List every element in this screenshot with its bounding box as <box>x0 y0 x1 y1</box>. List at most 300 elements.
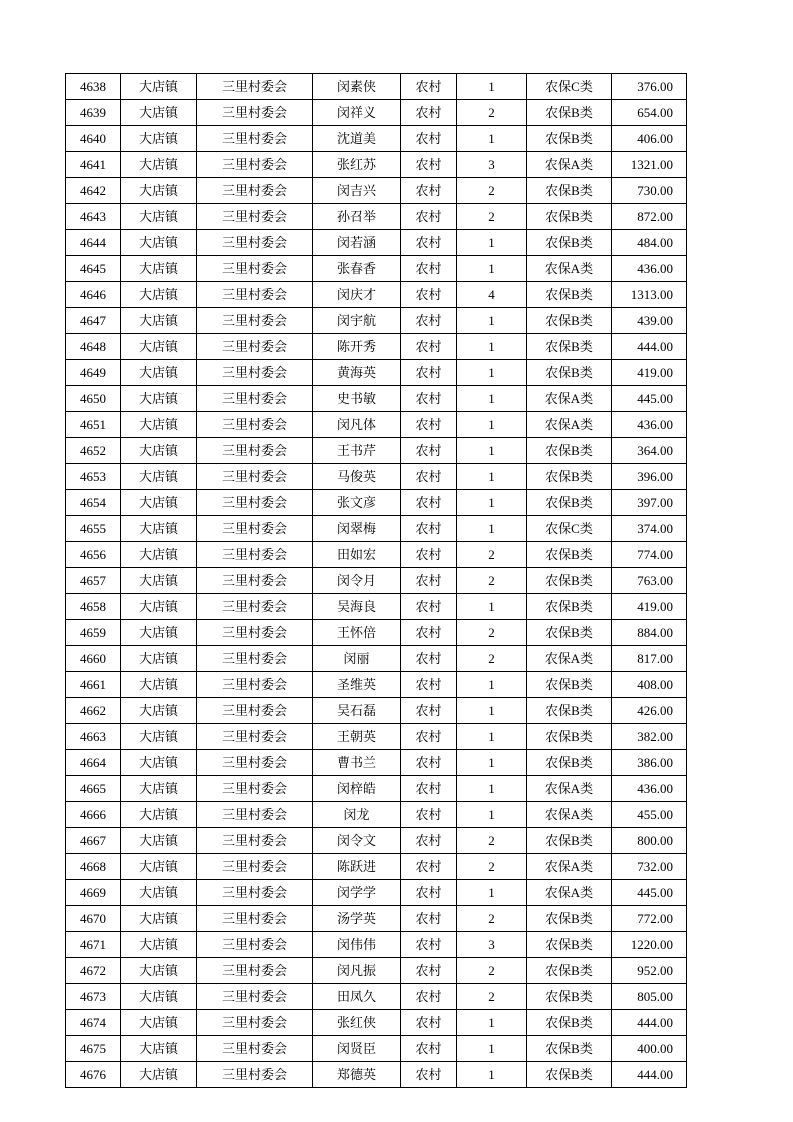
cell-id: 4638 <box>66 74 121 100</box>
table-row <box>66 282 687 308</box>
cell-id: 4665 <box>66 776 121 802</box>
table-row <box>66 178 687 204</box>
cell-count: 2 <box>457 646 527 672</box>
cell-amount: 484.00 <box>612 230 687 256</box>
cell-residence: 农村 <box>401 152 457 178</box>
cell-count: 1 <box>457 308 527 334</box>
cell-amount: 376.00 <box>612 74 687 100</box>
cell-amount: 445.00 <box>612 386 687 412</box>
cell-amount: 444.00 <box>612 334 687 360</box>
cell-amount: 444.00 <box>612 1010 687 1036</box>
cell-count: 1 <box>457 412 527 438</box>
cell-town: 大店镇 <box>121 152 197 178</box>
cell-village: 三里村委会 <box>197 646 313 672</box>
table-row <box>66 776 687 802</box>
cell-village: 三里村委会 <box>197 802 313 828</box>
cell-amount: 445.00 <box>612 880 687 906</box>
cell-count: 1 <box>457 386 527 412</box>
cell-amount: 732.00 <box>612 854 687 880</box>
cell-residence: 农村 <box>401 256 457 282</box>
cell-town: 大店镇 <box>121 74 197 100</box>
cell-category: 农保C类 <box>527 74 612 100</box>
table-row <box>66 932 687 958</box>
table-row <box>66 464 687 490</box>
cell-residence: 农村 <box>401 334 457 360</box>
cell-category: 农保A类 <box>527 776 612 802</box>
cell-count: 2 <box>457 854 527 880</box>
cell-residence: 农村 <box>401 126 457 152</box>
cell-count: 1 <box>457 490 527 516</box>
cell-residence: 农村 <box>401 464 457 490</box>
table-row <box>66 620 687 646</box>
cell-town: 大店镇 <box>121 438 197 464</box>
cell-residence: 农村 <box>401 776 457 802</box>
table-row <box>66 1036 687 1062</box>
table-row <box>66 724 687 750</box>
cell-count: 1 <box>457 334 527 360</box>
cell-category: 农保B类 <box>527 724 612 750</box>
table-row <box>66 698 687 724</box>
cell-count: 1 <box>457 1062 527 1088</box>
table-row <box>66 672 687 698</box>
table-row <box>66 880 687 906</box>
cell-id: 4669 <box>66 880 121 906</box>
cell-amount: 397.00 <box>612 490 687 516</box>
cell-category: 农保B类 <box>527 932 612 958</box>
cell-village: 三里村委会 <box>197 958 313 984</box>
cell-residence: 农村 <box>401 984 457 1010</box>
cell-amount: 406.00 <box>612 126 687 152</box>
cell-town: 大店镇 <box>121 906 197 932</box>
cell-name: 闵龙 <box>313 802 401 828</box>
cell-name: 黄海英 <box>313 360 401 386</box>
table-row <box>66 646 687 672</box>
cell-count: 2 <box>457 620 527 646</box>
cell-category: 农保B类 <box>527 126 612 152</box>
cell-residence: 农村 <box>401 750 457 776</box>
table-row <box>66 256 687 282</box>
cell-count: 1 <box>457 880 527 906</box>
cell-count: 4 <box>457 282 527 308</box>
cell-name: 闵丽 <box>313 646 401 672</box>
cell-id: 4648 <box>66 334 121 360</box>
cell-village: 三里村委会 <box>197 360 313 386</box>
cell-residence: 农村 <box>401 672 457 698</box>
cell-town: 大店镇 <box>121 958 197 984</box>
cell-village: 三里村委会 <box>197 204 313 230</box>
cell-name: 闵庆才 <box>313 282 401 308</box>
cell-residence: 农村 <box>401 360 457 386</box>
cell-name: 闵翠梅 <box>313 516 401 542</box>
cell-name: 闵令月 <box>313 568 401 594</box>
cell-id: 4661 <box>66 672 121 698</box>
cell-category: 农保B类 <box>527 464 612 490</box>
cell-town: 大店镇 <box>121 828 197 854</box>
cell-count: 1 <box>457 724 527 750</box>
cell-residence: 农村 <box>401 1010 457 1036</box>
cell-amount: 400.00 <box>612 1036 687 1062</box>
cell-id: 4647 <box>66 308 121 334</box>
cell-category: 农保B类 <box>527 984 612 1010</box>
table-row <box>66 568 687 594</box>
table-row <box>66 360 687 386</box>
cell-amount: 436.00 <box>612 256 687 282</box>
cell-name: 张红侠 <box>313 1010 401 1036</box>
cell-id: 4650 <box>66 386 121 412</box>
cell-village: 三里村委会 <box>197 386 313 412</box>
table-row <box>66 100 687 126</box>
cell-village: 三里村委会 <box>197 282 313 308</box>
cell-village: 三里村委会 <box>197 620 313 646</box>
cell-village: 三里村委会 <box>197 542 313 568</box>
cell-id: 4671 <box>66 932 121 958</box>
cell-name: 闵若涵 <box>313 230 401 256</box>
cell-amount: 1321.00 <box>612 152 687 178</box>
cell-town: 大店镇 <box>121 750 197 776</box>
cell-town: 大店镇 <box>121 542 197 568</box>
cell-count: 2 <box>457 958 527 984</box>
table-row <box>66 802 687 828</box>
cell-village: 三里村委会 <box>197 594 313 620</box>
cell-id: 4657 <box>66 568 121 594</box>
cell-town: 大店镇 <box>121 854 197 880</box>
cell-category: 农保A类 <box>527 646 612 672</box>
cell-count: 1 <box>457 360 527 386</box>
cell-town: 大店镇 <box>121 178 197 204</box>
cell-residence: 农村 <box>401 308 457 334</box>
cell-town: 大店镇 <box>121 516 197 542</box>
cell-name: 汤学英 <box>313 906 401 932</box>
cell-residence: 农村 <box>401 1062 457 1088</box>
cell-id: 4642 <box>66 178 121 204</box>
cell-category: 农保B类 <box>527 1062 612 1088</box>
cell-name: 圣维英 <box>313 672 401 698</box>
cell-village: 三里村委会 <box>197 152 313 178</box>
cell-residence: 农村 <box>401 204 457 230</box>
cell-count: 1 <box>457 256 527 282</box>
cell-residence: 农村 <box>401 542 457 568</box>
cell-category: 农保B类 <box>527 828 612 854</box>
cell-amount: 952.00 <box>612 958 687 984</box>
cell-count: 1 <box>457 516 527 542</box>
table-row <box>66 516 687 542</box>
cell-town: 大店镇 <box>121 1062 197 1088</box>
cell-id: 4663 <box>66 724 121 750</box>
cell-village: 三里村委会 <box>197 906 313 932</box>
cell-town: 大店镇 <box>121 126 197 152</box>
cell-village: 三里村委会 <box>197 334 313 360</box>
cell-village: 三里村委会 <box>197 74 313 100</box>
cell-town: 大店镇 <box>121 412 197 438</box>
table-row <box>66 126 687 152</box>
cell-village: 三里村委会 <box>197 776 313 802</box>
cell-town: 大店镇 <box>121 490 197 516</box>
cell-name: 史书敏 <box>313 386 401 412</box>
cell-category: 农保B类 <box>527 672 612 698</box>
table-row <box>66 152 687 178</box>
cell-residence: 农村 <box>401 516 457 542</box>
cell-id: 4658 <box>66 594 121 620</box>
cell-id: 4659 <box>66 620 121 646</box>
cell-amount: 455.00 <box>612 802 687 828</box>
cell-count: 2 <box>457 542 527 568</box>
cell-village: 三里村委会 <box>197 490 313 516</box>
cell-residence: 农村 <box>401 490 457 516</box>
cell-category: 农保C类 <box>527 516 612 542</box>
cell-village: 三里村委会 <box>197 1036 313 1062</box>
cell-count: 1 <box>457 672 527 698</box>
cell-amount: 364.00 <box>612 438 687 464</box>
cell-name: 郑德英 <box>313 1062 401 1088</box>
cell-category: 农保B类 <box>527 1010 612 1036</box>
cell-name: 吴海良 <box>313 594 401 620</box>
cell-residence: 农村 <box>401 698 457 724</box>
cell-category: 农保B类 <box>527 542 612 568</box>
cell-id: 4643 <box>66 204 121 230</box>
cell-amount: 408.00 <box>612 672 687 698</box>
cell-category: 农保B类 <box>527 438 612 464</box>
cell-id: 4655 <box>66 516 121 542</box>
cell-name: 闵凡体 <box>313 412 401 438</box>
cell-name: 王书芹 <box>313 438 401 464</box>
cell-residence: 农村 <box>401 802 457 828</box>
table-row <box>66 412 687 438</box>
cell-category: 农保B类 <box>527 490 612 516</box>
cell-village: 三里村委会 <box>197 256 313 282</box>
cell-category: 农保A类 <box>527 880 612 906</box>
cell-village: 三里村委会 <box>197 100 313 126</box>
cell-name: 闵令文 <box>313 828 401 854</box>
cell-amount: 1220.00 <box>612 932 687 958</box>
cell-amount: 419.00 <box>612 594 687 620</box>
cell-residence: 农村 <box>401 906 457 932</box>
cell-residence: 农村 <box>401 620 457 646</box>
cell-amount: 805.00 <box>612 984 687 1010</box>
cell-residence: 农村 <box>401 828 457 854</box>
cell-id: 4670 <box>66 906 121 932</box>
cell-count: 1 <box>457 1010 527 1036</box>
cell-town: 大店镇 <box>121 776 197 802</box>
cell-town: 大店镇 <box>121 646 197 672</box>
cell-town: 大店镇 <box>121 672 197 698</box>
table-row <box>66 958 687 984</box>
cell-residence: 农村 <box>401 282 457 308</box>
cell-id: 4654 <box>66 490 121 516</box>
cell-village: 三里村委会 <box>197 464 313 490</box>
cell-category: 农保B类 <box>527 334 612 360</box>
cell-category: 农保B类 <box>527 204 612 230</box>
cell-residence: 农村 <box>401 854 457 880</box>
cell-id: 4652 <box>66 438 121 464</box>
cell-residence: 农村 <box>401 230 457 256</box>
cell-village: 三里村委会 <box>197 750 313 776</box>
cell-village: 三里村委会 <box>197 698 313 724</box>
table-row <box>66 204 687 230</box>
cell-village: 三里村委会 <box>197 308 313 334</box>
cell-name: 闵宇航 <box>313 308 401 334</box>
cell-amount: 444.00 <box>612 1062 687 1088</box>
cell-residence: 农村 <box>401 958 457 984</box>
cell-village: 三里村委会 <box>197 932 313 958</box>
cell-name: 闵素侠 <box>313 74 401 100</box>
cell-category: 农保A类 <box>527 854 612 880</box>
cell-id: 4651 <box>66 412 121 438</box>
cell-category: 农保B类 <box>527 698 612 724</box>
cell-village: 三里村委会 <box>197 438 313 464</box>
cell-name: 闵吉兴 <box>313 178 401 204</box>
table-row <box>66 984 687 1010</box>
cell-count: 1 <box>457 594 527 620</box>
cell-count: 1 <box>457 74 527 100</box>
cell-residence: 农村 <box>401 646 457 672</box>
cell-village: 三里村委会 <box>197 230 313 256</box>
cell-town: 大店镇 <box>121 802 197 828</box>
table-row <box>66 906 687 932</box>
cell-count: 2 <box>457 100 527 126</box>
table-body <box>66 74 687 1088</box>
cell-town: 大店镇 <box>121 230 197 256</box>
cell-id: 4644 <box>66 230 121 256</box>
cell-category: 农保B类 <box>527 906 612 932</box>
cell-count: 1 <box>457 750 527 776</box>
cell-name: 闵伟伟 <box>313 932 401 958</box>
table-row <box>66 594 687 620</box>
cell-amount: 730.00 <box>612 178 687 204</box>
cell-town: 大店镇 <box>121 932 197 958</box>
cell-name: 孙召举 <box>313 204 401 230</box>
cell-id: 4668 <box>66 854 121 880</box>
cell-town: 大店镇 <box>121 984 197 1010</box>
cell-count: 1 <box>457 802 527 828</box>
cell-village: 三里村委会 <box>197 1010 313 1036</box>
cell-residence: 农村 <box>401 568 457 594</box>
cell-name: 田凤久 <box>313 984 401 1010</box>
cell-village: 三里村委会 <box>197 880 313 906</box>
cell-town: 大店镇 <box>121 464 197 490</box>
cell-name: 张春香 <box>313 256 401 282</box>
cell-residence: 农村 <box>401 932 457 958</box>
cell-amount: 800.00 <box>612 828 687 854</box>
cell-id: 4656 <box>66 542 121 568</box>
cell-count: 2 <box>457 984 527 1010</box>
cell-residence: 农村 <box>401 74 457 100</box>
cell-category: 农保B类 <box>527 360 612 386</box>
cell-id: 4646 <box>66 282 121 308</box>
cell-category: 农保B类 <box>527 568 612 594</box>
table-row <box>66 1062 687 1088</box>
table-row <box>66 74 687 100</box>
cell-village: 三里村委会 <box>197 412 313 438</box>
cell-category: 农保A类 <box>527 386 612 412</box>
cell-amount: 436.00 <box>612 412 687 438</box>
cell-residence: 农村 <box>401 100 457 126</box>
cell-id: 4639 <box>66 100 121 126</box>
table-row <box>66 386 687 412</box>
cell-village: 三里村委会 <box>197 984 313 1010</box>
table-row <box>66 750 687 776</box>
cell-amount: 763.00 <box>612 568 687 594</box>
cell-id: 4645 <box>66 256 121 282</box>
table-row <box>66 308 687 334</box>
cell-amount: 884.00 <box>612 620 687 646</box>
cell-category: 农保B类 <box>527 282 612 308</box>
cell-town: 大店镇 <box>121 256 197 282</box>
cell-name: 王怀倍 <box>313 620 401 646</box>
cell-count: 1 <box>457 126 527 152</box>
cell-count: 1 <box>457 230 527 256</box>
cell-village: 三里村委会 <box>197 1062 313 1088</box>
cell-village: 三里村委会 <box>197 178 313 204</box>
cell-count: 1 <box>457 1036 527 1062</box>
cell-name: 吴石磊 <box>313 698 401 724</box>
cell-name: 陈跃进 <box>313 854 401 880</box>
cell-id: 4666 <box>66 802 121 828</box>
cell-town: 大店镇 <box>121 308 197 334</box>
cell-category: 农保A类 <box>527 152 612 178</box>
cell-count: 1 <box>457 464 527 490</box>
cell-category: 农保B类 <box>527 750 612 776</box>
cell-amount: 654.00 <box>612 100 687 126</box>
cell-category: 农保B类 <box>527 958 612 984</box>
cell-name: 王朝英 <box>313 724 401 750</box>
cell-residence: 农村 <box>401 386 457 412</box>
table-row <box>66 1010 687 1036</box>
cell-town: 大店镇 <box>121 620 197 646</box>
cell-town: 大店镇 <box>121 880 197 906</box>
cell-count: 2 <box>457 906 527 932</box>
cell-village: 三里村委会 <box>197 724 313 750</box>
cell-amount: 772.00 <box>612 906 687 932</box>
cell-count: 2 <box>457 568 527 594</box>
cell-count: 2 <box>457 828 527 854</box>
cell-name: 沈道美 <box>313 126 401 152</box>
table-row <box>66 542 687 568</box>
cell-town: 大店镇 <box>121 1036 197 1062</box>
benefits-roster-table <box>65 73 687 1088</box>
table-row <box>66 490 687 516</box>
cell-id: 4675 <box>66 1036 121 1062</box>
cell-residence: 农村 <box>401 178 457 204</box>
cell-amount: 419.00 <box>612 360 687 386</box>
cell-residence: 农村 <box>401 1036 457 1062</box>
cell-amount: 872.00 <box>612 204 687 230</box>
cell-count: 2 <box>457 204 527 230</box>
table-row <box>66 334 687 360</box>
cell-id: 4674 <box>66 1010 121 1036</box>
cell-village: 三里村委会 <box>197 568 313 594</box>
cell-name: 张文彦 <box>313 490 401 516</box>
cell-name: 闵梓皓 <box>313 776 401 802</box>
cell-name: 闵凡振 <box>313 958 401 984</box>
cell-id: 4673 <box>66 984 121 1010</box>
cell-amount: 436.00 <box>612 776 687 802</box>
cell-category: 农保B类 <box>527 230 612 256</box>
cell-town: 大店镇 <box>121 282 197 308</box>
cell-town: 大店镇 <box>121 204 197 230</box>
cell-amount: 396.00 <box>612 464 687 490</box>
cell-id: 4667 <box>66 828 121 854</box>
cell-id: 4653 <box>66 464 121 490</box>
cell-name: 陈开秀 <box>313 334 401 360</box>
cell-name: 曹书兰 <box>313 750 401 776</box>
cell-residence: 农村 <box>401 880 457 906</box>
cell-town: 大店镇 <box>121 1010 197 1036</box>
cell-village: 三里村委会 <box>197 516 313 542</box>
cell-amount: 774.00 <box>612 542 687 568</box>
table-row <box>66 854 687 880</box>
cell-count: 1 <box>457 776 527 802</box>
cell-category: 农保B类 <box>527 100 612 126</box>
